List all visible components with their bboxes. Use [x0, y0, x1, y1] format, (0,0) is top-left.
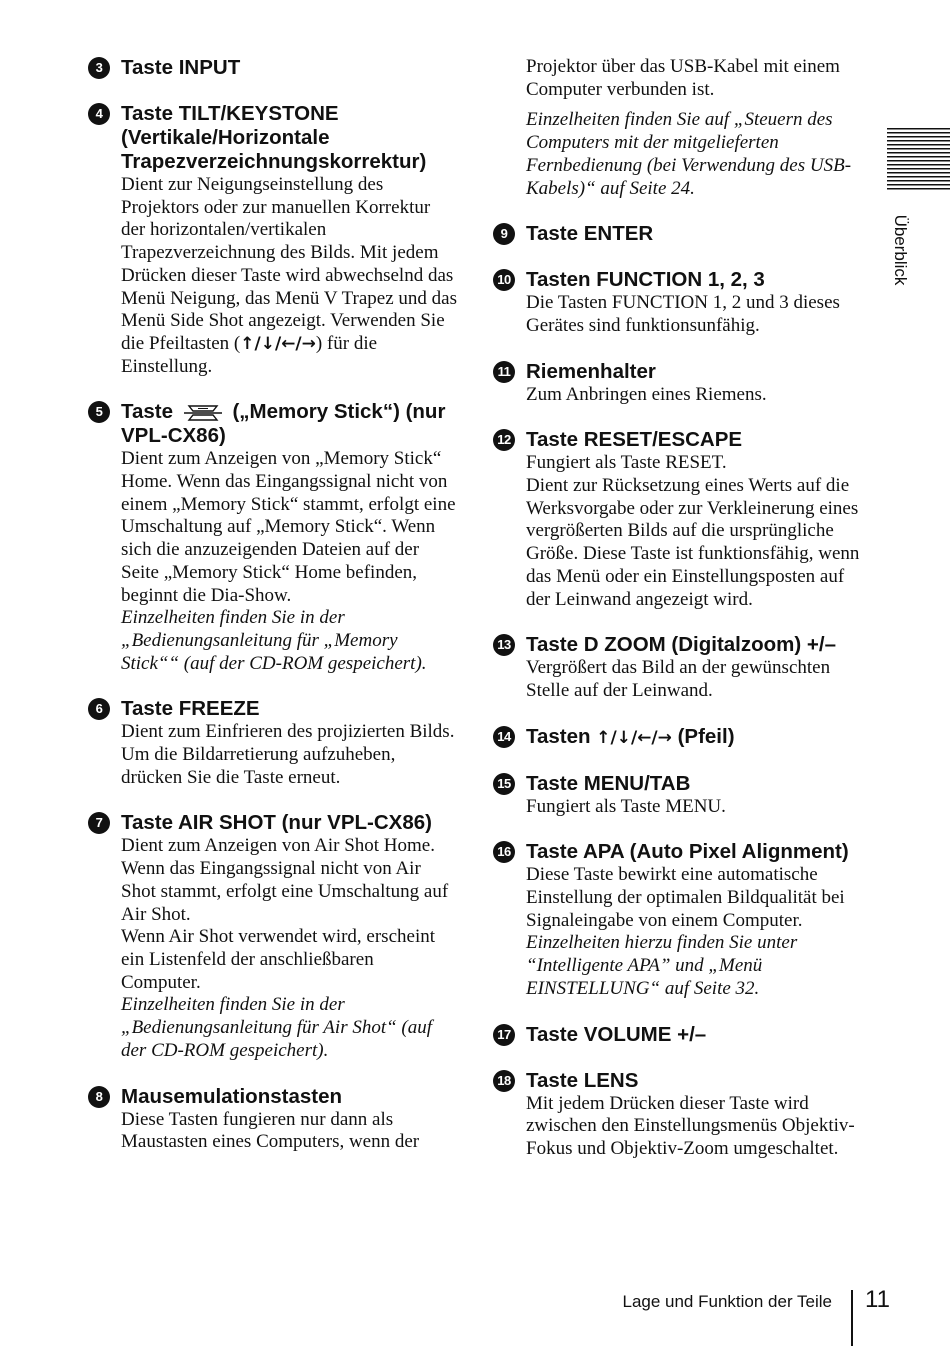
- item-mouse-emulation-continued: [493, 56, 863, 200]
- item-description: Die Tasten FUNCTION 1, 2 und 3 dieses Gerätes sind funktionsunfähig.: [526, 292, 840, 336]
- reference-note: Einzelheiten finden Sie auf „Steuern des Computers mit der mitgelieferten Fernbedienung (bei Verwendung des USB-Kabels)“ auf Seite 24.: [526, 109, 852, 199]
- section-tab-label: Überblick: [891, 214, 910, 286]
- continued-text: Projektor über das USB-Kabel mit einem Computer verbunden ist. Einzelheiten finden Sie auf „Steuern des Computers mit der mitgelieferten Fernbedienung (bei Verwendung des USB-Kabels)“ auf Seite 24.: [526, 56, 863, 200]
- item-heading: Tasten FUNCTION 1, 2, 3: [526, 268, 765, 292]
- item-memory-stick: 5 Taste („Memory Stick“) (nur VPL-CX86) Dient zum Anzeigen von „Memory Stick“ Home. Wenn das Eingangssignal nicht von einem „Memory Stick“ stammt, erfolgt eine Umschaltung auf „Memory Stick“. Wenn sich die anzuzeigenden Dateien auf der Seite „Memory Stick“ Home befinden, beginnt die Dia-Show. Einzelheiten finden Sie in der „Bedienungsanleitung für „Memory Stick““ (auf der CD-ROM gespeichert).: [88, 400, 458, 675]
- item-description: Zum Anbringen eines Riemens.: [526, 383, 767, 405]
- item-description: Dient zur Neigungseinstellung des Projektors oder zur manuellen Korrektur der horizontalen/vertikalen Trapezverzeichnung des Bilds. Mit jedem Drücken dieser Taste wird abwechselnd das Menü Neigung, das Menü V Trapez und das Menü Side Shot angezeigt. Verwenden Sie die Pfeiltasten (↑/↓/←/→) für die Einstellung.: [121, 174, 457, 377]
- item-function-keys: [493, 268, 863, 337]
- memory-stick-icon: [183, 405, 223, 421]
- number-badge: 9: [493, 223, 515, 245]
- item-description: Dient zum Anzeigen von „Memory Stick“ Home. Wenn das Eingangssignal nicht von einem „Memory Stick“ stammt, erfolgt eine Umschaltung auf „Memory Stick“. Wenn sich die anzuzeigenden Dateien auf der Seite „Memory Stick“ Home befinden, beginnt die Dia-Show. Einzelheiten finden Sie in der „Bedienungsanleitung für „Memory Stick““ (auf der CD-ROM gespeichert).: [121, 448, 458, 675]
- number-badge: 18: [493, 1070, 515, 1092]
- item-heading: Riemenhalter: [526, 359, 656, 383]
- arrow-keys-icon: ↑/↓/←/→: [240, 333, 316, 354]
- arrow-keys-icon: ↑/↓/←/→: [596, 727, 672, 748]
- item-description: Mit jedem Drücken dieser Taste wird zwischen den Einstellungsmenüs Objektiv-Fokus und Objektiv-Zoom umgeschaltet.: [526, 1092, 855, 1159]
- number-badge: 6: [88, 698, 110, 720]
- number-badge: 3: [88, 57, 110, 79]
- item-description: Dient zum Einfrieren des projizierten Bilds. Um die Bildarretierung aufzuheben, drücken Sie die Taste erneut.: [121, 721, 455, 788]
- item-heading: Taste D ZOOM (Digitalzoom) +/–: [526, 633, 836, 657]
- number-badge: 5: [88, 401, 110, 423]
- number-badge: 10: [493, 269, 515, 291]
- number-badge: 14: [493, 726, 515, 748]
- item-reset-escape: [493, 428, 863, 611]
- number-badge: 13: [493, 634, 515, 656]
- item-strap-holder: [493, 360, 863, 407]
- item-heading: Tasten ↑/↓/←/→ (Pfeil): [526, 724, 735, 748]
- section-tab-lines: [887, 128, 950, 191]
- reference-note: Einzelheiten hierzu finden Sie unter “Intelligente APA” und „Menü EINSTELLUNG“ auf Seite 32.: [526, 932, 798, 999]
- left-column: [88, 56, 458, 1176]
- item-arrow-keys: [493, 725, 863, 750]
- item-heading: Taste MENU/TAB: [526, 771, 691, 795]
- item-apa: [493, 840, 863, 1000]
- item-input: [88, 56, 458, 80]
- item-air-shot: [88, 811, 458, 1062]
- item-freeze: [88, 697, 458, 789]
- reference-note: Einzelheiten finden Sie in der „Bedienungsanleitung für „Memory Stick““ (auf der CD-ROM gespeichert).: [121, 607, 427, 674]
- reference-note: Einzelheiten finden Sie in der „Bedienungsanleitung für Air Shot“ (auf der CD-ROM gespeichert).: [121, 994, 433, 1061]
- right-column: [493, 56, 863, 1183]
- number-badge: 12: [493, 429, 515, 451]
- item-heading: Taste AIR SHOT (nur VPL-CX86): [121, 811, 432, 835]
- item-heading: Taste FREEZE: [121, 697, 260, 721]
- item-heading: Taste INPUT: [121, 56, 241, 79]
- number-badge: 4: [88, 103, 110, 125]
- footer-section-title: Lage und Funktion der Teile: [622, 1292, 832, 1311]
- number-badge: 7: [88, 812, 110, 834]
- item-tilt-keystone: [88, 102, 458, 378]
- item-heading: Taste VOLUME +/–: [526, 1022, 707, 1046]
- item-heading: Taste RESET/ESCAPE: [526, 428, 743, 452]
- item-description: Fungiert als Taste RESET. Dient zur Rücksetzung eines Werts auf die Werksvorgabe oder zur Verkleinerung eines vergrößerten Bilds auf die ursprüngliche Größe. Diese Taste ist funktionsfähig, wenn das Menü oder ein Einstellungsposten auf der Leinwand angezeigt wird.: [526, 452, 860, 610]
- number-badge: 15: [493, 773, 515, 795]
- item-description: Vergrößert das Bild an der gewünschten Stelle auf der Leinwand.: [526, 657, 831, 701]
- item-description: Diese Taste bewirkt eine automatische Einstellung der optimalen Bildqualität bei Signaleingabe von einem Computer. Einzelheiten hierzu finden Sie unter “Intelligente APA” und „Menü EINSTELLUNG“ auf Seite 32.: [526, 864, 863, 1000]
- item-heading: Taste TILT/KEYSTONE (Vertikale/Horizontale Trapezverzeichnungskorrektur): [121, 102, 427, 173]
- number-badge: 16: [493, 841, 515, 863]
- page-number: 11: [865, 1286, 890, 1313]
- item-lens: [493, 1069, 863, 1161]
- item-description: Dient zum Anzeigen von Air Shot Home. Wenn das Eingangssignal nicht von Air Shot stammt, erfolgt eine Umschaltung auf Air Shot. Wenn Air Shot verwendet wird, erscheint ein Listenfeld der anschließbaren Computer. Einzelheiten finden Sie in der „Bedienungsanleitung für Air Shot“ (auf der CD-ROM gespeichert).: [121, 835, 458, 1062]
- item-mouse-emulation: [88, 1085, 458, 1154]
- item-description: Fungiert als Taste MENU.: [526, 795, 726, 817]
- number-badge: 8: [88, 1086, 110, 1108]
- item-enter: [493, 222, 863, 246]
- number-badge: 11: [493, 361, 515, 383]
- item-heading: Taste ENTER: [526, 222, 654, 246]
- item-description: Diese Tasten fungieren nur dann als Maustasten eines Computers, wenn der: [121, 1108, 420, 1153]
- item-d-zoom: [493, 633, 863, 702]
- item-heading: Taste APA (Auto Pixel Alignment): [526, 840, 849, 864]
- item-volume: [493, 1023, 863, 1047]
- item-heading: Mausemulationstasten: [121, 1084, 342, 1108]
- footer-divider: [851, 1290, 853, 1346]
- item-heading: Taste LENS: [526, 1068, 639, 1092]
- number-badge: 17: [493, 1024, 515, 1046]
- item-menu-tab: [493, 772, 863, 819]
